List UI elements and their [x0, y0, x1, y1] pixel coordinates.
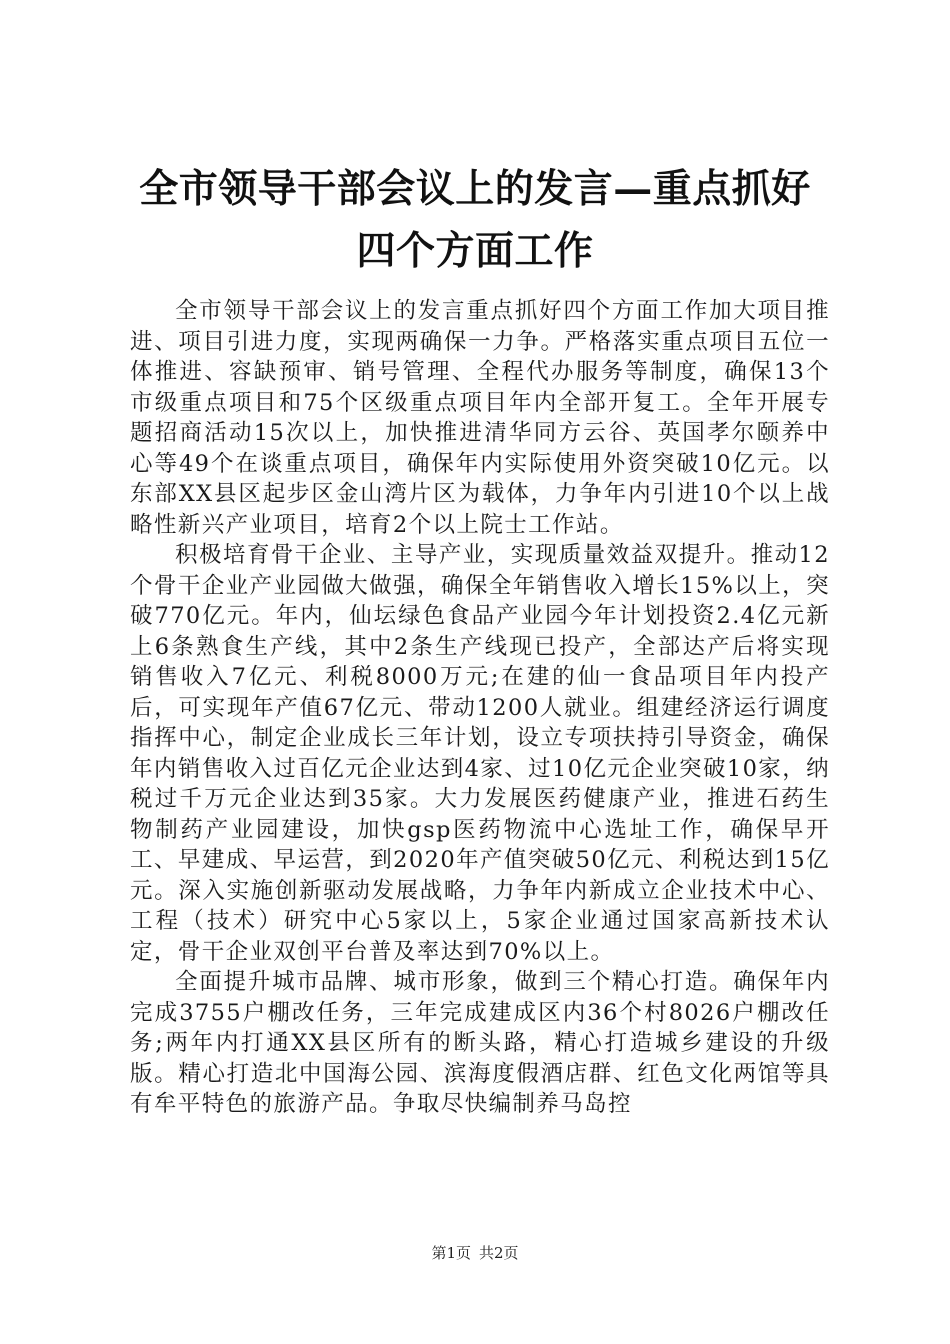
page-total: 共2页	[479, 1244, 519, 1262]
page-footer	[0, 1242, 950, 1263]
paragraph-1: 全市领导干部会议上的发言重点抓好四个方面工作加大项目推进、项目引进力度，实现两确保一力争。严格落实重点项目五位一体推进、容缺预审、销号管理、全程代办服务等制度，确保13个市级重点项目和75个区级重点项目年内全部开复工。全年开展专题招商活动15次以上，加快推进清华同方云谷、英国孝尔颐养中心等49个在谈重点项目，确保年内实际使用外资突破10亿元。以东部XX县区起步区金山湾片区为载体，力争年内引进10个以上战略性新兴产业项目，培育2个以上院士工作站。	[130, 298, 830, 538]
document-title: 全市领导干部会议上的发言—重点抓好四个方面工作	[139, 166, 811, 274]
paragraph-3: 全面提升城市品牌、城市形象，做到三个精心打造。确保年内完成3755户棚改任务，三年完成建成区内36个村8026户棚改任务;两年内打通XX县区所有的断头路，精心打造城乡建设的升级版。精心打造北中国海公园、滨海度假酒店群、红色文化两馆等具有牟平特色的旅游产品。争取尽快编制养马岛控	[130, 969, 830, 1117]
document-body	[130, 296, 830, 1120]
paragraph-2: 积极培育骨干企业、主导产业，实现质量效益双提升。推动12个骨干企业产业园做大做强，确保全年销售收入增长15%以上，突破770亿元。年内，仙坛绿色食品产业园今年计划投资2.4亿元新上6条熟食生产线，其中2条生产线现已投产，全部达产后将实现销售收入7亿元、利税8000万元;在建的仙一食品项目年内投产后，可实现年产值67亿元、带动1200人就业。组建经济运行调度指挥中心，制定企业成长三年计划，设立专项扶持引导资金，确保年内销售收入过百亿元企业达到4家、过10亿元企业突破10家，纳税过千万元企业达到35家。大力发展医药健康产业，推进石药生物制药产业园建设，加快gsp医药物流中心选址工作，确保早开工、早建成、早运营，到2020年产值突破50亿元、利税达到15亿元。深入实施创新驱动发展战略，力争年内新成立企业技术中心、工程（技术）研究中心5家以上，5家企业通过国家高新技术认定，骨干企业双创平台普及率达到70%以上。	[130, 542, 830, 965]
page-number: 第1页	[431, 1244, 471, 1262]
